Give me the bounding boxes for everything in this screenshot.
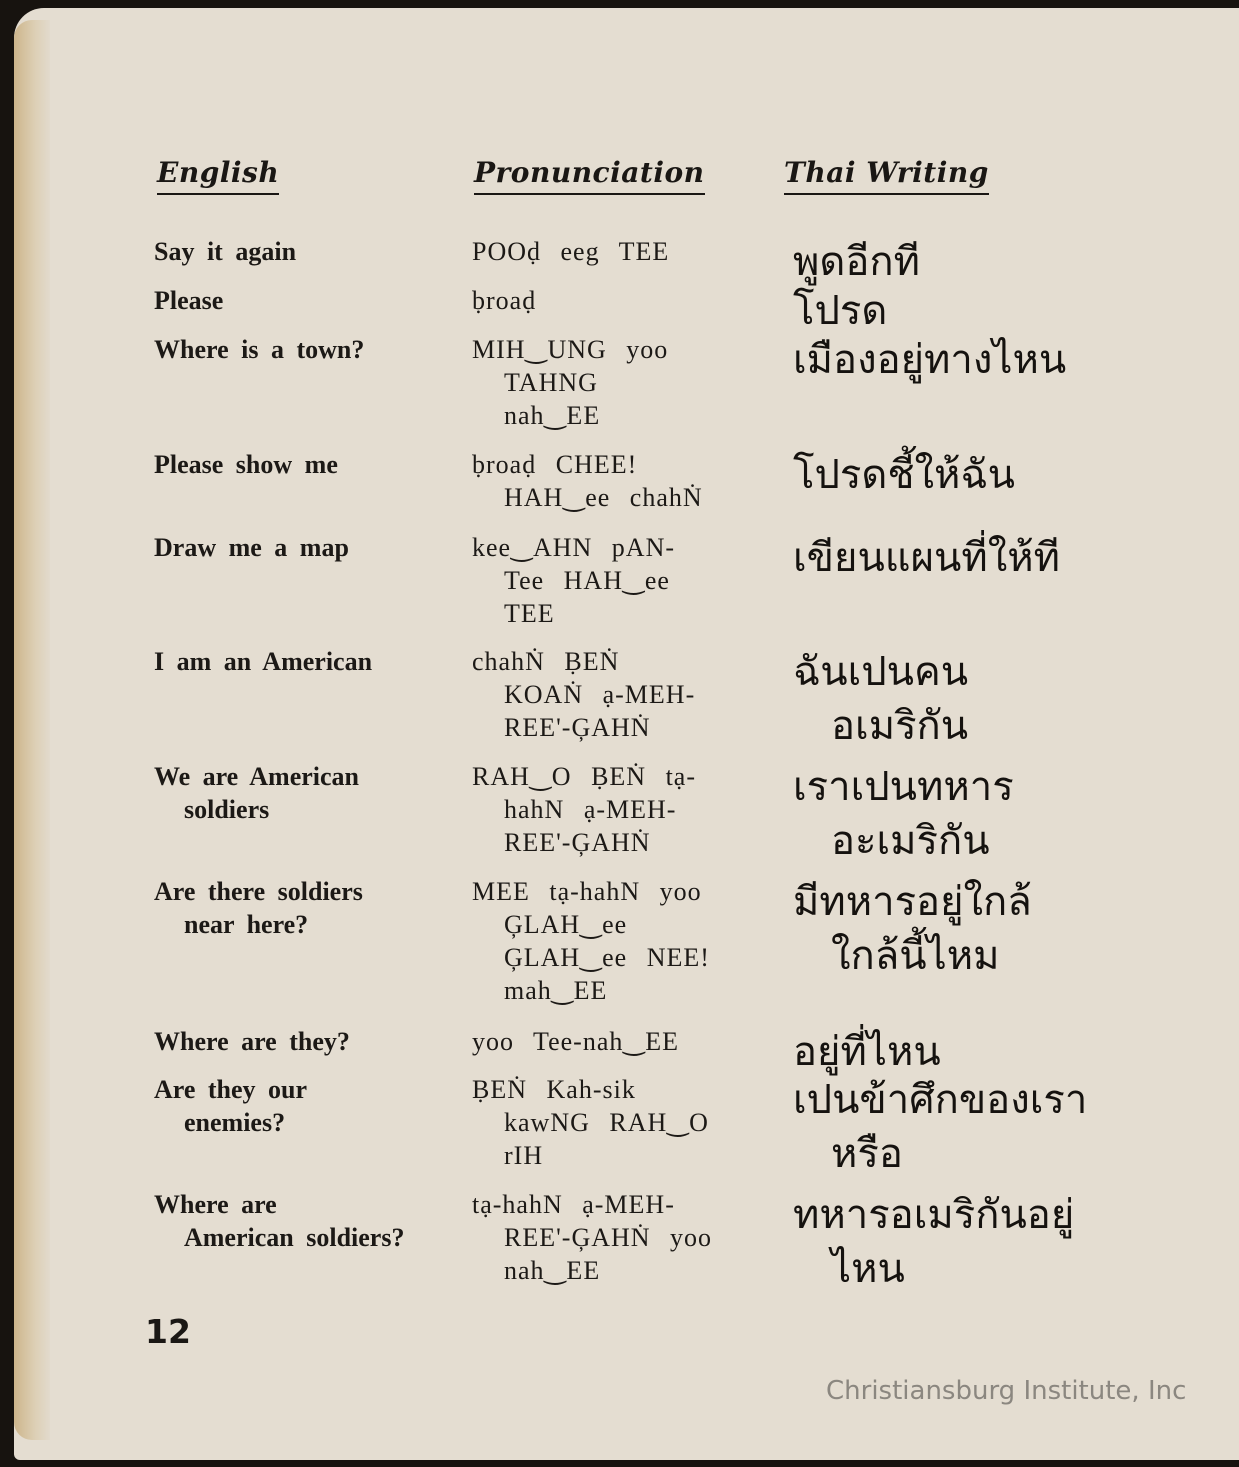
thai-writing-line: ทหารอเมริกันอยู่ (793, 1192, 1075, 1238)
thai-writing-line: อะเมริกัน (831, 818, 990, 864)
pronunciation-text (472, 531, 792, 630)
pronunciation-text-line: RAH‿O ḄEṄ tạ- (472, 762, 696, 791)
thai-writing-line: มีทหารอยู่ใกล้ (793, 879, 1032, 925)
page-number: 12 (145, 1312, 191, 1351)
pronunciation-text-line: MEE tạ-hahN yoo (472, 877, 702, 906)
header-english: English (157, 156, 279, 195)
english-phrase (154, 284, 454, 317)
pronunciation-text (472, 1073, 792, 1172)
pronunciation-text-line: REE'-ĢAHṄ (504, 828, 651, 857)
pronunciation-text (472, 448, 792, 514)
pronunciation-text-line: ḄEṄ Kah-sik (472, 1075, 636, 1104)
pronunciation-text-line: yoo Tee-nah‿EE (472, 1027, 680, 1056)
pronunciation-text-line: ḅroaḍ (472, 286, 537, 315)
pronunciation-text (472, 333, 792, 432)
thai-writing (793, 448, 1123, 502)
english-phrase (154, 531, 454, 564)
english-phrase (154, 448, 454, 481)
english-phrase-line: Please show me (154, 450, 338, 479)
pronunciation-text (472, 1188, 792, 1287)
english-phrase-line: I am an American (154, 647, 373, 676)
english-phrase-line: American soldiers? (184, 1223, 405, 1252)
thai-writing (793, 284, 1123, 338)
thai-writing (793, 235, 1123, 289)
header-thai-writing: Thai Writing (784, 156, 989, 195)
thai-writing (793, 531, 1123, 585)
english-phrase (154, 235, 454, 268)
pronunciation-text-line: KOAṄ ạ-MEH- (504, 680, 696, 709)
english-phrase-line: Are they our (154, 1075, 308, 1104)
pronunciation-text (472, 760, 792, 859)
pronunciation-text-line: ĢLAH‿ee NEE! (504, 943, 710, 972)
english-phrase-line: Where are they? (154, 1027, 350, 1056)
thai-writing-line: อยู่ที่ไหน (793, 1029, 941, 1075)
pronunciation-text-line: REE'-ĢAHṄ (504, 713, 651, 742)
english-phrase (154, 333, 454, 366)
thai-writing-line: เมืองอยู่ทางไหน (793, 337, 1067, 383)
thai-writing-line: โปรด (793, 288, 888, 334)
pronunciation-text-line: nah‿EE (504, 401, 601, 430)
english-phrase-line: Please (154, 286, 224, 315)
english-phrase-line: soldiers (184, 795, 270, 824)
pronunciation-text-line: hahN ạ-MEH- (504, 795, 677, 824)
thai-writing-line: เปนข้าศึกของเรา (793, 1077, 1088, 1123)
pronunciation-text-line: mah‿EE (504, 976, 608, 1005)
english-phrase-line: Where are (154, 1190, 277, 1219)
pronunciation-text (472, 284, 792, 317)
thai-writing (793, 333, 1123, 387)
thai-writing (793, 760, 1123, 868)
thai-writing-line: อเมริกัน (831, 703, 969, 749)
pronunciation-text (472, 645, 792, 744)
pronunciation-text-line: Tee HAH‿ee (504, 566, 670, 595)
pronunciation-text (472, 235, 792, 268)
pronunciation-text-line: ḅroaḍ CHEE! (472, 450, 638, 479)
pronunciation-text-line: kawNG RAH‿O (504, 1108, 709, 1137)
thai-writing-line: โปรดชี้ให้ฉัน (793, 452, 1015, 498)
thai-writing (793, 875, 1123, 983)
english-phrase-line: We are American (154, 762, 360, 791)
english-phrase-line: Are there soldiers (154, 877, 363, 906)
english-phrase-line: Draw me a map (154, 533, 349, 562)
pronunciation-text-line: TEE (504, 599, 555, 628)
thai-writing-line: เราเปนทหาร (793, 764, 1014, 810)
pronunciation-text (472, 1025, 792, 1058)
page-binding-edge (14, 20, 50, 1440)
english-phrase (154, 645, 454, 678)
english-phrase (154, 760, 454, 826)
thai-writing-line: พูดอีกที (793, 239, 920, 285)
pronunciation-text-line: tạ-hahN ạ-MEH- (472, 1190, 675, 1219)
pronunciation-text (472, 875, 792, 1007)
pronunciation-text-line: ĢLAH‿ee (504, 910, 628, 939)
thai-writing-line: เขียนแผนที่ให้ที (793, 535, 1060, 581)
english-phrase (154, 875, 454, 941)
thai-writing-line: หรือ (831, 1131, 903, 1177)
thai-writing-line: ฉันเปนคน (793, 649, 969, 695)
english-phrase (154, 1025, 454, 1058)
english-phrase-line: near here? (184, 910, 309, 939)
pronunciation-text-line: nah‿EE (504, 1256, 601, 1285)
thai-writing-line: ไหน (831, 1246, 905, 1292)
english-phrase (154, 1188, 454, 1254)
thai-writing (793, 645, 1123, 753)
pronunciation-text-line: chahṄ ḄEṄ (472, 647, 620, 676)
thai-writing (793, 1025, 1123, 1079)
thai-writing (793, 1188, 1123, 1296)
pronunciation-text-line: kee‿AHN pAN- (472, 533, 676, 562)
pronunciation-text-line: MIH‿UNG yoo (472, 335, 669, 364)
pronunciation-text-line: POOḍ eeg TEE (472, 237, 670, 266)
pronunciation-text-line: TAHNG (504, 368, 598, 397)
pronunciation-text-line: HAH‿ee chahṄ (504, 483, 703, 512)
thai-writing (793, 1073, 1123, 1181)
pronunciation-text-line: rIH (504, 1141, 544, 1170)
header-pronunciation: Pronunciation (474, 156, 705, 195)
english-phrase-line: enemies? (184, 1108, 286, 1137)
watermark: Christiansburg Institute, Inc (826, 1376, 1187, 1406)
english-phrase (154, 1073, 454, 1139)
pronunciation-text-line: REE'-ĢAHṄ yoo (504, 1223, 713, 1252)
english-phrase-line: Say it again (154, 237, 297, 266)
thai-writing-line: ใกล้นี้ไหม (831, 933, 1000, 979)
english-phrase-line: Where is a town? (154, 335, 365, 364)
